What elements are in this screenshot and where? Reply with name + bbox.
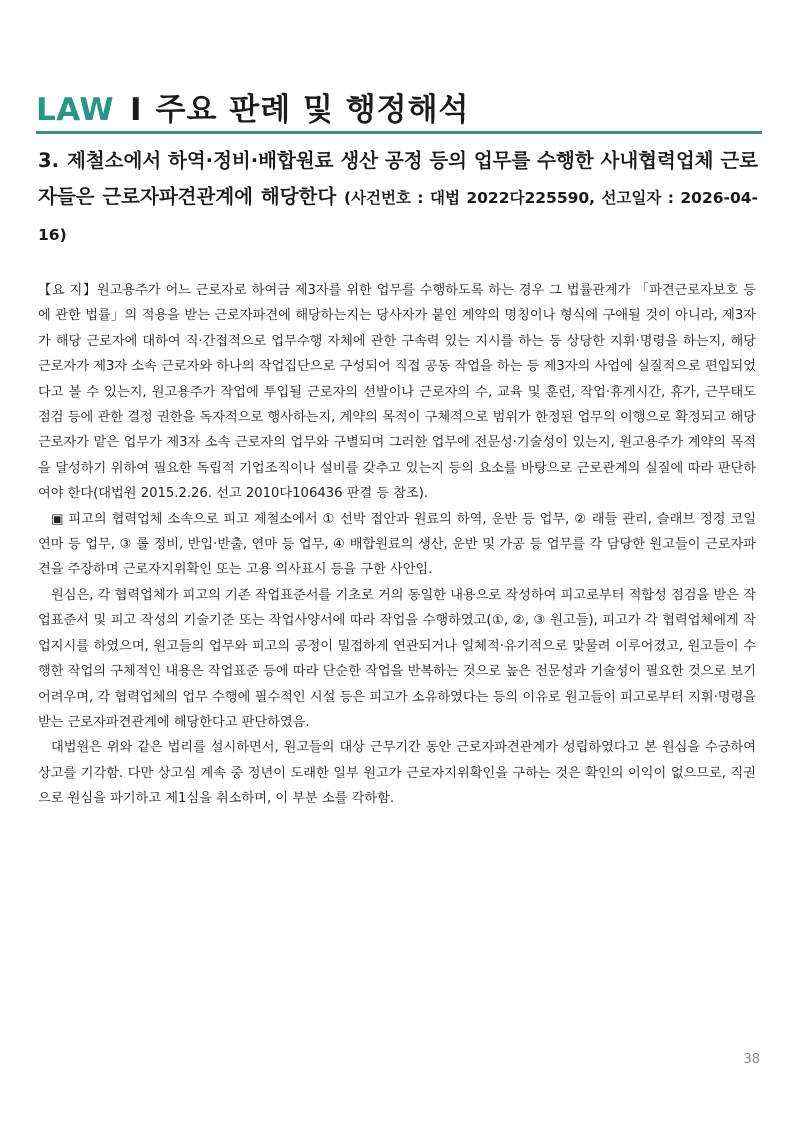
case-meta: (사건번호 : 대법 2022다225590, 선고일자 : 2026-04-16) [38,189,758,244]
law-label: LAW [36,92,115,128]
facts-paragraph: ▣ 피고의 협력업체 소속으로 피고 제철소에서 ① 선박 접안과 원료의 하역, 운반 등 업무, ② 래들 관리, 슬래브 정정 코일 연마 등 업무, ③ 롤 정비, 반입·반출, 연마 등 업무, ④ 배합원료의 생산, 운반 및 가공 등 업무를 각 담당한 원고들이 근로자파견을 주장하며 근로자지위확인 또는 고용 의사표시 등을 구한 사안임. [38,511,756,578]
lower-court-paragraph: 원심은, 각 협력업체가 피고의 기존 작업표준서를 기초로 거의 동일한 내용으로 작성하여 피고로부터 적합성 점검을 받은 작업표준서 및 피고 작성의 기술기준 또는 작업사양서에 따라 작업을 수행하였고(①, ②, ③ 원고들), 피고가 각 협력업체에게 작업지시를 하였으며, 원고들의 업무와 피고의 공정이 밀접하게 연관되거나 일체적·유기적으로 맞물려 이루어졌고, 원고들이 수행한 작업의 구체적인 내용은 작업표준 등에 따라 단순한 작업을 반복하는 것으로 높은 전문성과 기술성이 필요한 것으로 보기 어려우며, 각 협력업체의 업무 수행에 필수적인 시설 등은 피고가 소유하였다는 등의 이유로 원고들이 피고로부터 지휘·명령을 받는 근로자파견관계에 해당한다고 판단하였음. [38,587,756,730]
case-body [38,278,756,812]
case-heading [38,143,758,253]
section-title: 주요 판례 및 행정해석 [155,92,470,128]
summary-paragraph: 【요 지】원고용주가 어느 근로자로 하여금 제3자를 위한 업무를 수행하도록 하는 경우 그 법률관계가 「파견근로자보호 등에 관한 법률」의 적용을 받는 근로자파견에 해당하는지는 당사자가 붙인 계약의 명칭이나 형식에 구애될 것이 아니라, 제3자가 해당 근로자에 대하여 직·간접적으로 업무수행 자체에 관한 구속력 있는 지시를 하는 등 상당한 지휘·명령을 하는지, 해당 근로자가 제3자 소속 근로자와 하나의 작업집단으로 구성되어 직접 공동 작업을 하는 등 제3자의 사업에 실질적으로 편입되었다고 볼 수 있는지, 원고용주가 작업에 투입될 근로자의 선발이나 근로자의 수, 교육 및 훈련, 작업·휴게시간, 휴가, 근무태도 점검 등에 관한 결정 권한을 독자적으로 행사하는지, 계약의 목적이 구체적으로 범위가 한정된 업무의 이행으로 확정되고 해당 근로자가 맡은 업무가 제3자 소속 근로자의 업무와 구별되며 그러한 업무에 전문성·기술성이 있는지, 원고용주가 계약의 목적을 달성하기 위하여 필요한 독립적 기업조직이나 설비를 갖추고 있는지 등의 요소를 바탕으로 근로관계의 실질에 따라 판단하여야 한다(대법원 2015.2.26. 선고 2010다106436 판결 등 참조). [38,283,756,502]
case-number: 3. [38,149,59,172]
supreme-court-paragraph: 대법원은 위와 같은 법리를 설시하면서, 원고들의 대상 근무기간 동안 근로자파견관계가 성립하였다고 본 원심을 수긍하여 상고를 기각함. 다만 상고심 계속 중 정년이 도래한 일부 원고가 근로자지위확인을 구하는 것은 확인의 이익이 없으므로, 직권으로 원심을 파기하고 제1심을 취소하며, 이 부분 소를 각하함. [38,740,756,807]
page-number: 38 [743,1052,760,1067]
header-divider [36,131,762,134]
header-separator: I [130,92,142,128]
case-title: 제철소에서 하역·정비·배합원료 생산 공정 등의 업무를 수행한 사내협력업체 근로자들은 근로자파견관계에 해당한다 [38,149,758,208]
section-header [36,84,762,130]
